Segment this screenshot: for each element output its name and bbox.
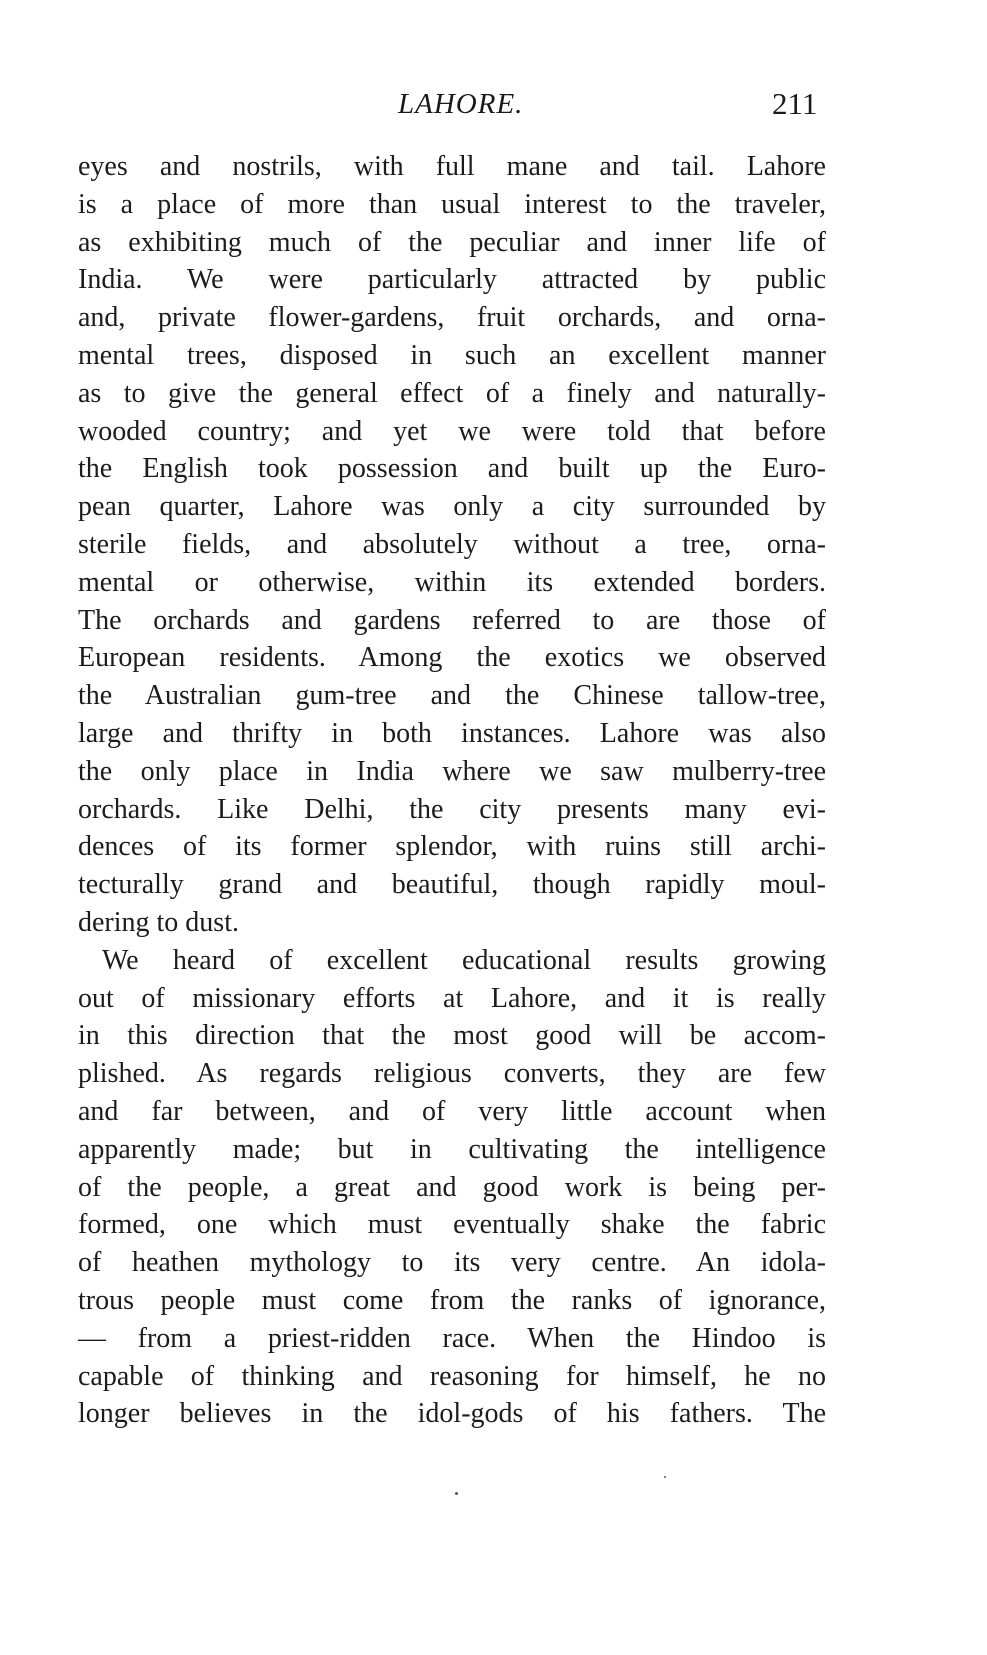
text-line: longer believes in the idol-gods of his fathers. The [78,1398,826,1430]
text-line: the Australian gum-tree and the Chinese tallow-tree, [78,680,826,712]
text-line: mental trees, disposed in such an excellent manner [78,339,826,371]
text-line: and far between, and of very little account when [78,1095,826,1127]
text-line: tecturally grand and beautiful, though rapidly moul- [78,869,826,901]
text-line: We heard of excellent educational results growing [102,944,826,976]
page-number: 211 [772,86,818,121]
text-line: and, private flower-gardens, fruit orchards, and orna- [78,302,826,334]
text-line: the only place in India where we saw mulberry-tree [78,755,826,787]
text-line: of heathen mythology to its very centre. An idola- [78,1247,826,1279]
text-line: apparently made; but in cultivating the intelligence [78,1133,826,1165]
text-line: wooded country; and yet we were told that before [78,415,826,447]
text-line: as exhibiting much of the peculiar and inner life of [78,226,826,258]
text-line: pean quarter, Lahore was only a city surrounded by [78,491,826,523]
text-line: in this direction that the most good will be accom- [78,1020,826,1052]
text-line: as to give the general effect of a finely and naturally- [78,377,826,409]
text-line: dences of its former splendor, with ruins still archi- [78,831,826,863]
paragraph-1 [78,148,826,942]
text-line: trous people must come from the ranks of ignorance, [78,1284,826,1316]
text-line: mental or otherwise, within its extended borders. [78,566,826,598]
text-line: of the people, a great and good work is being per- [78,1171,826,1203]
text-line: the English took possession and built up the Euro- [78,453,826,485]
text-line: — from a priest-ridden race. When the Hindoo is [78,1322,826,1354]
text-line: sterile fields, and absolutely without a tree, orna- [78,528,826,560]
text-line: orchards. Like Delhi, the city presents many evi- [78,793,826,825]
text-line: plished. As regards religious converts, they are few [78,1058,826,1090]
paper-speck [455,1492,458,1495]
text-line: India. We were particularly attracted by public [78,264,826,296]
body-text [78,148,826,1433]
text-line: European residents. Among the exotics we observed [78,642,826,674]
text-line: formed, one which must eventually shake the fabric [78,1209,826,1241]
paper-speck [664,1476,666,1478]
text-line: large and thrifty in both instances. Lahore was also [78,717,826,749]
running-head-title: LAHORE. [398,88,524,120]
text-line: dering to dust. [78,906,239,938]
paragraph-2 [78,942,826,1433]
text-line: eyes and nostrils, with full mane and tail. Lahore [78,151,826,182]
text-line: is a place of more than usual interest to the traveler, [78,188,826,220]
text-line: capable of thinking and reasoning for himself, he no [78,1360,826,1392]
text-line: The orchards and gardens referred to are those of [78,604,826,636]
text-line: out of missionary efforts at Lahore, and it is really [78,982,826,1014]
